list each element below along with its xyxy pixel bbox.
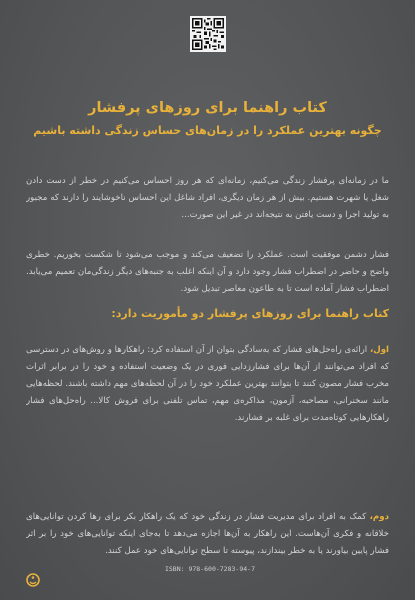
- pressure-paragraph: فشار دشمن موفقیت است. عملکرد را تضعیف می‌کند و موجب می‌شود تا شکست بخوریم. خطری واضح و حاضر در اضطراب فشار وجود دارد و آن اینکه اغلب به جنبه‌های دیگر زندگی‌مان تعمیم می‌یابد. اضطراب فشار آماده است تا به طاعون معاصر تبدیل شود.: [26, 249, 389, 294]
- publisher-logo-icon: [26, 573, 40, 587]
- missions-heading: کتاب راهنما برای روزهای پرفشار دو مأموریت دارد:: [111, 307, 389, 320]
- book-subtitle: چگونه بهترین عملکرد را در زمان‌های حساس زندگی داشته باشیم: [33, 124, 382, 137]
- second-mission-text: کمک به افراد برای مدیریت فشار در زندگی خود که یک راهکار بکر برای رها کردن توانایی‌های خلاقانه و فکری آن‌هاست. این راهکار به آن‌ها اجازه می‌دهد تا به‌جای اینکه توانایی‌های خود را بر اثر فشار پایین بیاورند یا به خطر بیندازند، پیوسته تا سطح توانایی‌های خود عمل کنند.: [26, 511, 389, 556]
- book-title: کتاب راهنما برای روزهای پرفشار: [88, 100, 327, 116]
- first-mission-paragraph: [26, 342, 389, 482]
- qr-code-icon: [190, 16, 226, 52]
- second-mission-lead: دوم،: [369, 511, 389, 522]
- intro-paragraph: ما در زمانه‌ای پرفشار زندگی می‌کنیم، زمانه‌ای که هر روز احساس می‌کنیم در خطر از دست دادن شغل یا شهرت هستیم. بیش از هر زمان دیگری، افراد شاغل این احساس ناخوشایند را دارند که مجبور به تولید اجرا و دست یافتن به نتیجه‌اند در غیر این صورت...: [26, 175, 389, 220]
- first-mission-lead: اول،: [369, 344, 389, 355]
- isbn-text: ISBN: 978-600-7283-94-7: [164, 565, 255, 573]
- first-mission-text: ارائه‌ی راه‌حل‌های فشار که به‌سادگی بتوان از آن استفاده کرد: راهکارها و روش‌های در دسترسی که افراد می‌توانند از آن‌ها برای فشارزدایی فوری در یک وضعیت استفاده و خود را در برابر اثرات مخرب فشار مصون کنند تا بتوانند بهترین عملکرد خود را در آن لحظه‌های مهم داشته باشند. لحظه‌هایی مانند سخنرانی، مصاحبه، آزمون، مذاکره‌ی مهم، تماس تلفنی برای فروش کالا... راه‌حل‌های فشار راهکارهایی کوتاه‌مدت برای غلبه بر فشارند.: [26, 344, 389, 423]
